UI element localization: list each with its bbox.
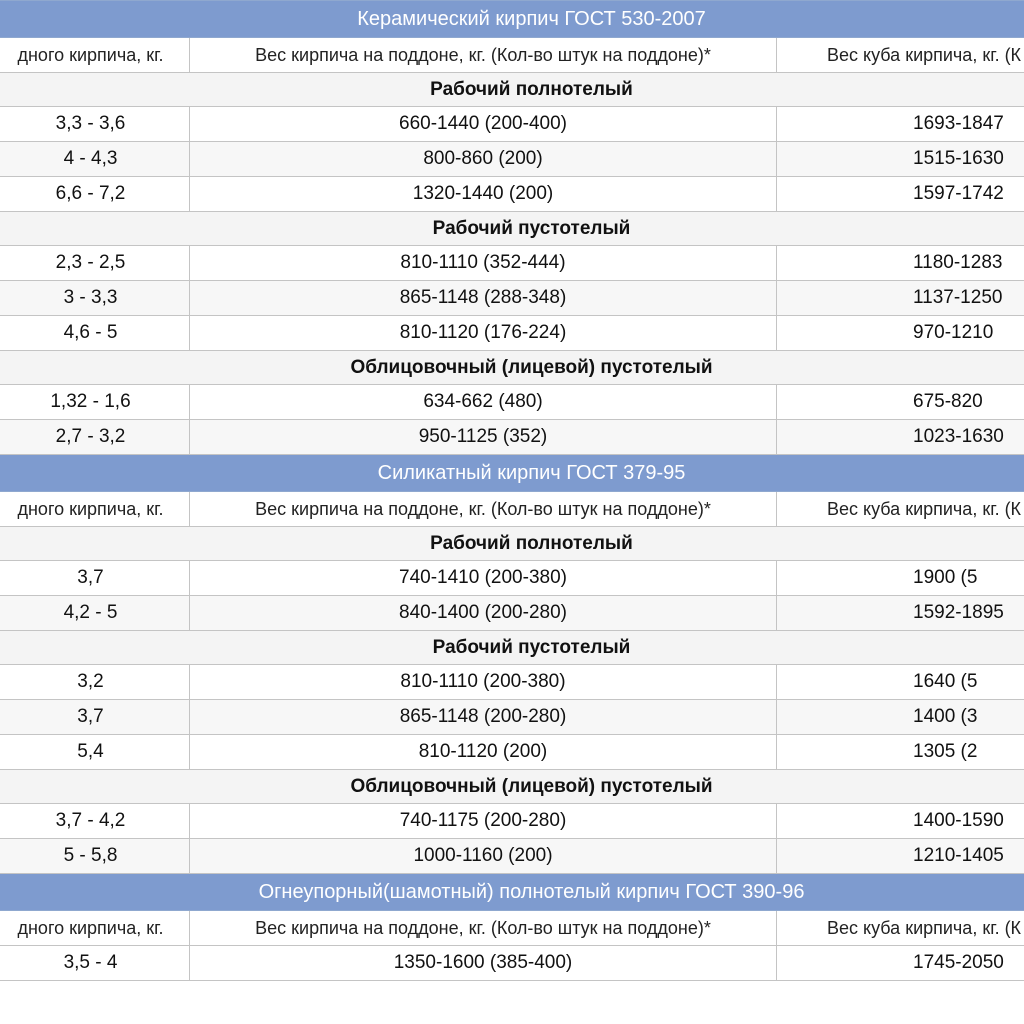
section-title: Керамический кирпич ГОСТ 530-2007 [0,1,1024,38]
cube-weight-cell: 1745-2050 [777,946,1024,981]
cube-weight-cell: 1693-1847 [777,107,1024,142]
table-row [0,561,1024,596]
group-header-row [0,212,1024,246]
single-brick-weight-cell: 3 - 3,3 [0,281,190,316]
pallet-weight-cell: 1320-1440 (200) [190,177,777,212]
table-row [0,246,1024,281]
single-brick-weight-cell: 2,3 - 2,5 [0,246,190,281]
cube-weight-cell: 1400-1590 [777,804,1024,839]
column-header-cube-weight: Вес куба кирпича, кг. (К [777,492,1024,527]
single-brick-weight-cell: 3,2 [0,665,190,700]
single-brick-weight-cell: 5,4 [0,735,190,770]
table-row [0,839,1024,874]
group-header-row [0,73,1024,107]
table-row [0,735,1024,770]
cube-weight-cell: 1900 (5 [777,561,1024,596]
pallet-weight-cell: 950-1125 (352) [190,420,777,455]
table-row [0,804,1024,839]
group-header-row [0,351,1024,385]
group-header-row [0,527,1024,561]
column-header-pallet-weight: Вес кирпича на поддоне, кг. (Кол-во штук на поддоне)* [190,911,777,946]
single-brick-weight-cell: 3,7 - 4,2 [0,804,190,839]
section-title: Огнеупорный(шамотный) полнотелый кирпич ГОСТ 390-96 [0,874,1024,911]
single-brick-weight-cell: 1,32 - 1,6 [0,385,190,420]
group-title: Рабочий пустотелый [0,212,1024,246]
single-brick-weight-cell: 4 - 4,3 [0,142,190,177]
single-brick-weight-cell: 2,7 - 3,2 [0,420,190,455]
pallet-weight-cell: 1350-1600 (385-400) [190,946,777,981]
pallet-weight-cell: 660-1440 (200-400) [190,107,777,142]
column-header-row [0,911,1024,946]
cube-weight-cell: 1400 (3 [777,700,1024,735]
pallet-weight-cell: 810-1110 (200-380) [190,665,777,700]
column-header-pallet-weight: Вес кирпича на поддоне, кг. (Кол-во штук на поддоне)* [190,38,777,73]
section-title-row [0,874,1024,911]
cube-weight-cell: 1597-1742 [777,177,1024,212]
group-header-row [0,631,1024,665]
single-brick-weight-cell: 4,6 - 5 [0,316,190,351]
section-title-row [0,455,1024,492]
column-header-single-weight: дного кирпича, кг. [0,492,190,527]
group-title: Рабочий пустотелый [0,631,1024,665]
column-header-row [0,38,1024,73]
table-row [0,596,1024,631]
pallet-weight-cell: 740-1175 (200-280) [190,804,777,839]
column-header-single-weight: дного кирпича, кг. [0,911,190,946]
pallet-weight-cell: 865-1148 (288-348) [190,281,777,316]
section-title-row [0,1,1024,38]
pallet-weight-cell: 810-1110 (352-444) [190,246,777,281]
cube-weight-cell: 1515-1630 [777,142,1024,177]
table-row [0,281,1024,316]
cube-weight-cell: 675-820 [777,385,1024,420]
single-brick-weight-cell: 5 - 5,8 [0,839,190,874]
cube-weight-cell: 1592-1895 [777,596,1024,631]
column-header-cube-weight: Вес куба кирпича, кг. (К [777,911,1024,946]
pallet-weight-cell: 810-1120 (200) [190,735,777,770]
table-row [0,665,1024,700]
pallet-weight-cell: 634-662 (480) [190,385,777,420]
cube-weight-cell: 970-1210 [777,316,1024,351]
cube-weight-cell: 1137-1250 [777,281,1024,316]
section-title: Силикатный кирпич ГОСТ 379-95 [0,455,1024,492]
single-brick-weight-cell: 3,3 - 3,6 [0,107,190,142]
cube-weight-cell: 1180-1283 [777,246,1024,281]
table-row [0,316,1024,351]
column-header-single-weight: дного кирпича, кг. [0,38,190,73]
cube-weight-cell: 1640 (5 [777,665,1024,700]
group-title: Облицовочный (лицевой) пустотелый [0,351,1024,385]
column-header-cube-weight: Вес куба кирпича, кг. (К [777,38,1024,73]
single-brick-weight-cell: 3,7 [0,700,190,735]
group-title: Рабочий полнотелый [0,73,1024,107]
pallet-weight-cell: 740-1410 (200-380) [190,561,777,596]
pallet-weight-cell: 800-860 (200) [190,142,777,177]
table-row [0,700,1024,735]
single-brick-weight-cell: 4,2 - 5 [0,596,190,631]
table-row [0,177,1024,212]
table-row [0,420,1024,455]
table-row [0,142,1024,177]
column-header-pallet-weight: Вес кирпича на поддоне, кг. (Кол-во штук на поддоне)* [190,492,777,527]
pallet-weight-cell: 865-1148 (200-280) [190,700,777,735]
group-title: Облицовочный (лицевой) пустотелый [0,770,1024,804]
pallet-weight-cell: 1000-1160 (200) [190,839,777,874]
table-row [0,385,1024,420]
pallet-weight-cell: 810-1120 (176-224) [190,316,777,351]
single-brick-weight-cell: 3,7 [0,561,190,596]
single-brick-weight-cell: 6,6 - 7,2 [0,177,190,212]
group-header-row [0,770,1024,804]
single-brick-weight-cell: 3,5 - 4 [0,946,190,981]
table-row [0,107,1024,142]
table-row [0,946,1024,981]
cube-weight-cell: 1023-1630 [777,420,1024,455]
group-title: Рабочий полнотелый [0,527,1024,561]
cube-weight-cell: 1210-1405 [777,839,1024,874]
column-header-row [0,492,1024,527]
pallet-weight-cell: 840-1400 (200-280) [190,596,777,631]
cube-weight-cell: 1305 (2 [777,735,1024,770]
